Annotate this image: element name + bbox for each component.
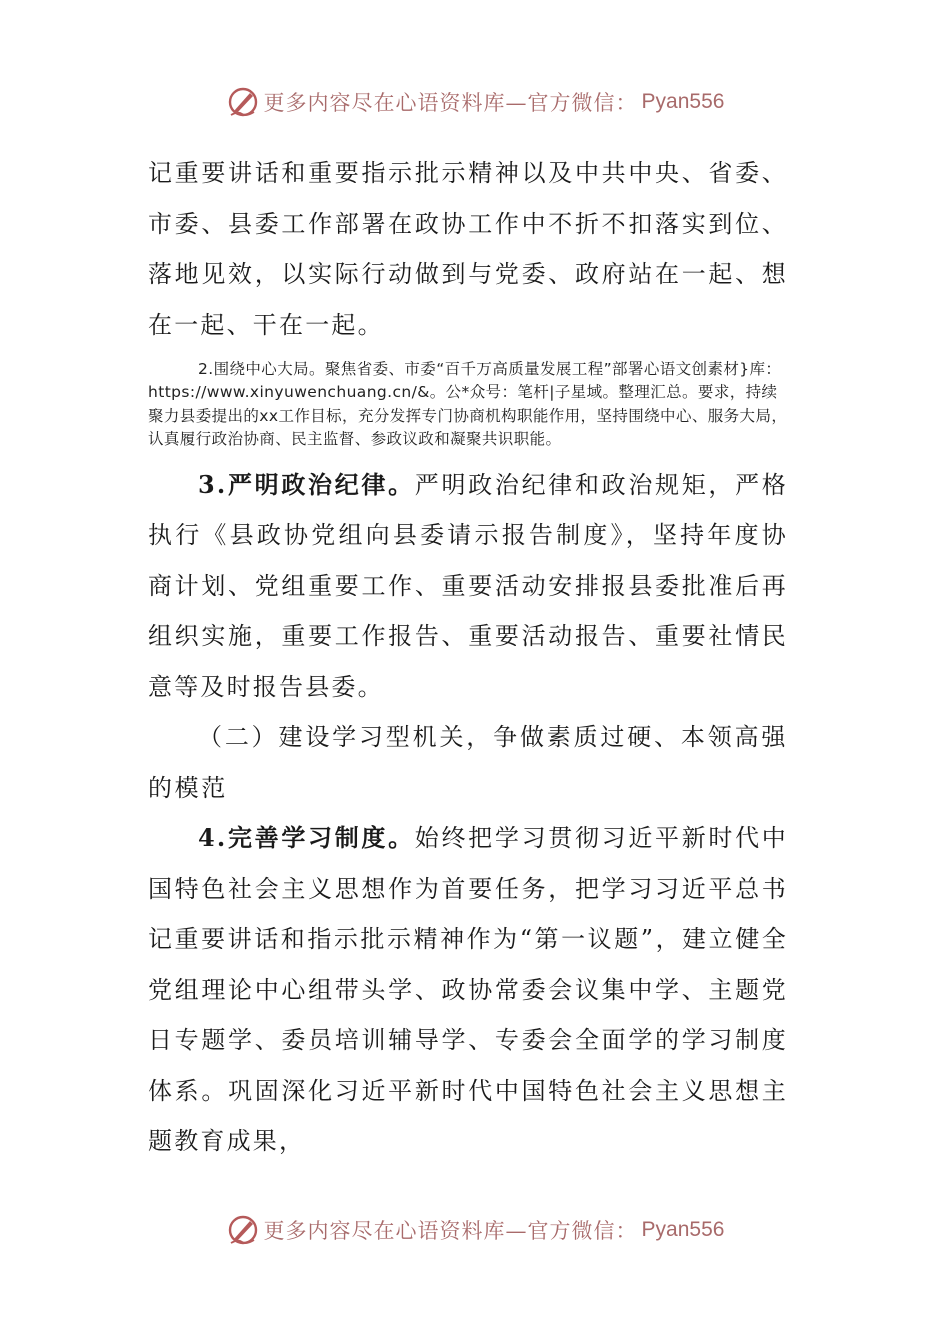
footer-banner <box>0 1210 950 1250</box>
paragraph-1: 记重要讲话和重要指示批示精神以及中共中央、省委、市委、县委工作部署在政协工作中不折不扣落实到位、落地见效，以实际行动做到与党委、政府站在一起、想在一起、干在一起。 <box>148 159 788 339</box>
header-banner-text: 更多内容尽在心语资料库—官方微信： <box>263 91 638 115</box>
paragraph-5 <box>148 813 788 1167</box>
document-body <box>148 148 788 1167</box>
footer-banner-text: 更多内容尽在心语资料库—官方微信： <box>263 1219 638 1243</box>
section-subheading: （二）建设学习型机关，争做素质过硬、本领高强的模范 <box>148 723 788 802</box>
header-banner <box>0 82 950 122</box>
paragraph-5-heading: 4.完善学习制度。 <box>198 823 415 853</box>
pen-logo-icon <box>226 1213 260 1247</box>
header-wechat-id: Pyan556 <box>641 90 725 113</box>
paragraph-2: 2.围绕中心大局。聚焦省委、市委“百千万高质量发展工程”部署心语文创素材}库：https://www.xinyuwenchuang.cn/&。公*众号：笔杆|子星域。整理汇总。要求，持续聚力县委提出的xx工作目标，充分发挥专门协商机构职能作用，坚持围绕中心、服务大局，认真履行政治协商、民主监督、参政议政和凝聚共识职能。 <box>148 360 788 449</box>
paragraph-3-heading: 3.严明政治纪律。 <box>198 469 415 499</box>
pen-logo-icon <box>226 85 260 119</box>
footer-wechat-id: Pyan556 <box>641 1218 725 1241</box>
paragraph-5-text: 始终把学习贯彻习近平新时代中国特色社会主义思想作为首要任务，把学习习近平总书记重要讲话和指示批示精神作为“第一议题”，建立健全党组理论中心组带头学、政协常委会议集中学、主题党日专题学、委员培训辅导学、专委会全面学的学习制度体系。巩固深化习近平新时代中国特色社会主义思想主题教育成果， <box>148 824 788 1156</box>
paragraph-3 <box>148 460 788 713</box>
paragraph-3-text: 严明政治纪律和政治规矩，严格执行《县政协党组向县委请示报告制度》，坚持年度协商计划、党组重要工作、重要活动安排报县委批准后再组织实施，重要工作报告、重要活动报告、重要社情民意等及时报告县委。 <box>148 470 788 701</box>
